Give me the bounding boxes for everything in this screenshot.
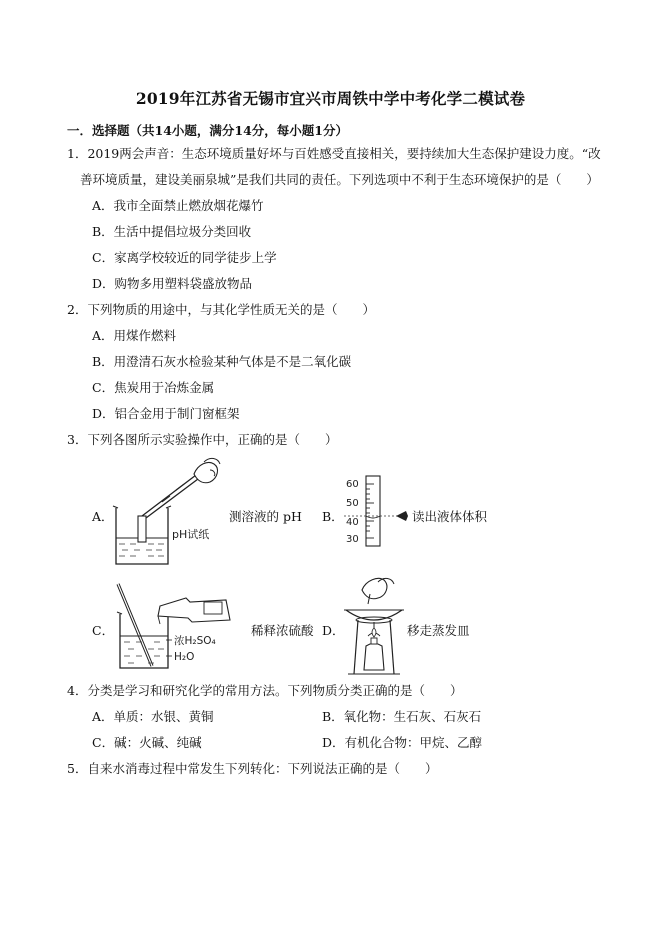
ph-paper-label: pH试纸: [172, 528, 210, 541]
page-title: 2019年江苏省无锡市宜兴市周铁中学中考化学二模试卷: [135, 89, 526, 108]
q3-stem: 3．下列各图所示实验操作中，正确的是（ ）: [67, 432, 338, 447]
q4-option-c: C．碱：火碱、纯碱: [92, 735, 202, 750]
q3-option-a-caption: 测溶液的 pH: [229, 509, 302, 524]
q2-option-c: C．焦炭用于冶炼金属: [92, 380, 215, 395]
q2-option-d: D．铝合金用于制门窗框架: [92, 406, 240, 421]
q4-stem: 4．分类是学习和研究化学的常用方法。下列物质分类正确的是（ ）: [67, 683, 463, 698]
q3-option-b-label: B．: [322, 509, 344, 524]
q5-stem: 5．自来水消毒过程中常发生下列转化：下列说法正确的是（ ）: [67, 761, 438, 776]
ph-test-figure: [110, 458, 230, 570]
q4-option-a: A．单质：水银、黄铜: [92, 709, 214, 724]
cylinder-tick-30: 30: [346, 534, 359, 545]
cylinder-tick-40: 40: [346, 517, 359, 528]
q2-option-b: B．用澄清石灰水检验某种气体是不是二氧化碳: [92, 354, 352, 369]
eye-icon: [396, 511, 408, 521]
q1-stem-line2: 善环境质量，建设美丽泉城”是我们共同的责任。下列选项中不利于生态环境保护的是（ ）: [80, 172, 599, 187]
q4-option-d: D．有机化合物：甲烷、乙醇: [322, 735, 483, 750]
cylinder-tick-50: 50: [346, 498, 359, 509]
q3-option-d-caption: 移走蒸发皿: [407, 623, 470, 638]
q2-option-a: A．用煤作燃料: [92, 328, 177, 343]
q3-option-c-label: C．: [92, 623, 115, 638]
water-label: H₂O: [174, 651, 195, 663]
q1-stem-line1: 1．2019两会声音：生态环境质量好坏与百姓感受直接相关，要持续加大生态保护建设力度。“改: [67, 146, 601, 161]
graduated-cylinder-figure: [340, 472, 412, 552]
q1-option-c: C．家离学校较近的同学徒步上学: [92, 250, 277, 265]
q3-option-d-label: D．: [322, 623, 345, 638]
q1-option-b: B．生活中提倡垃圾分类回收: [92, 224, 252, 239]
q4-option-b: B．氧化物：生石灰、石灰石: [322, 709, 482, 724]
dilute-acid-figure: [108, 580, 250, 672]
q1-option-a: A．我市全面禁止燃放烟花爆竹: [92, 198, 264, 213]
q1-option-d: D．购物多用塑料袋盛放物品: [92, 276, 253, 291]
evaporating-dish-figure: [340, 574, 408, 680]
q3-option-c-caption: 稀释浓硫酸: [251, 623, 314, 638]
q3-option-a-label: A．: [92, 509, 114, 524]
conc-acid-label: 浓H₂SO₄: [174, 635, 216, 647]
section-heading: 一．选择题（共14小题，满分14分，每小题1分）: [67, 123, 348, 138]
cylinder-tick-60: 60: [346, 479, 359, 490]
q2-stem: 2．下列物质的用途中，与其化学性质无关的是（ ）: [67, 302, 375, 317]
q3-option-b-caption: 读出液体体积: [412, 509, 488, 524]
